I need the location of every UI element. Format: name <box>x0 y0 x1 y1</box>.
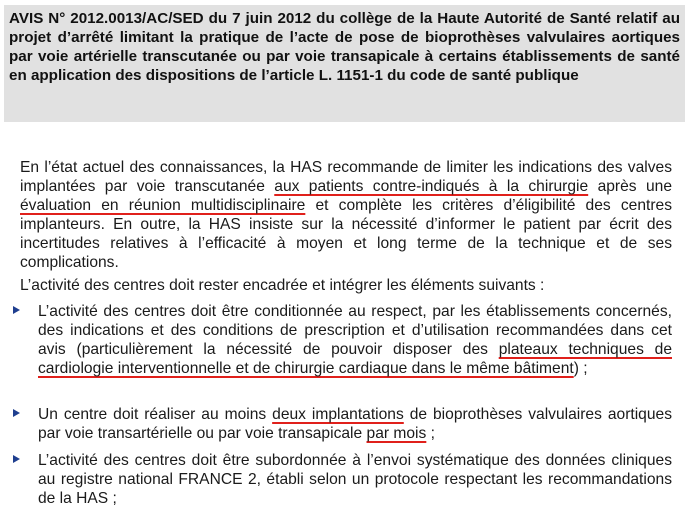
title-box <box>4 5 685 122</box>
text-segment: ) ; <box>573 360 588 377</box>
text-segment: L’activité des centres doit être conditionnée au respect, par les établissements concernés, des indications et des conditions de prescription et d’utilisation recommandées dans cet avis (particulièrement la nécessité de pouvoir disposer des <box>38 303 672 358</box>
list-item-text <box>38 302 672 378</box>
text-segment: de bioprothèses valvulaires aortiques par voie transartérielle ou par voie transapicale <box>38 406 672 442</box>
recommendation-paragraph <box>20 158 672 272</box>
text-segment: après une <box>588 178 672 195</box>
underlined-phrase: plateaux techniques de cardiologie interventionnelle et de chirurgie cardiaque dans le même bâtiment <box>38 341 672 377</box>
underlined-phrase: évaluation en réunion multidisciplinaire <box>20 197 306 214</box>
list-intro: L’activité des centres doit rester encadrée et intégrer les éléments suivants : <box>20 277 545 294</box>
list-item-text <box>38 405 672 443</box>
triangle-right-icon <box>13 455 20 463</box>
text-segment: Un centre doit réaliser au moins <box>38 406 273 423</box>
text-segment: ; <box>426 425 435 442</box>
triangle-right-icon <box>13 306 20 314</box>
document-title: AVIS N° 2012.0013/AC/SED du 7 juin 2012 du collège de la Haute Autorité de Santé relatif au projet d’arrêté limitant la pratique de l’acte de pose de bioprothèses valvulaires aortiques par voie artérielle transcutanée ou par voie transapicale à certains établissements de santé en application des dispositions de l’article L. 1151-1 du code de santé publique <box>9 10 680 84</box>
triangle-right-icon <box>13 409 20 417</box>
underlined-phrase: aux patients contre-indiqués à la chirurgie <box>274 178 589 195</box>
list-item-text: L’activité des centres doit être subordonnée à l’envoi systématique des données cliniques au registre national FRANCE 2, établi selon un protocole respectant les recommandations de la HAS ; <box>38 452 672 507</box>
underlined-phrase: par mois <box>366 425 427 442</box>
underlined-phrase: deux implantations <box>272 406 404 423</box>
text-segment: et complète les critères d’éligibilité des centres implanteurs. En outre, la HAS insiste sur la nécessité d’informer le patient par écrit des incertitudes relatives à l’efficacité à moyen et long terme de la technique et de ses complications. <box>20 197 672 271</box>
text-segment: En l’état actuel des connaissances, la HAS recommande de limiter les indications des valves implantées par voie transcutanée <box>20 159 672 195</box>
